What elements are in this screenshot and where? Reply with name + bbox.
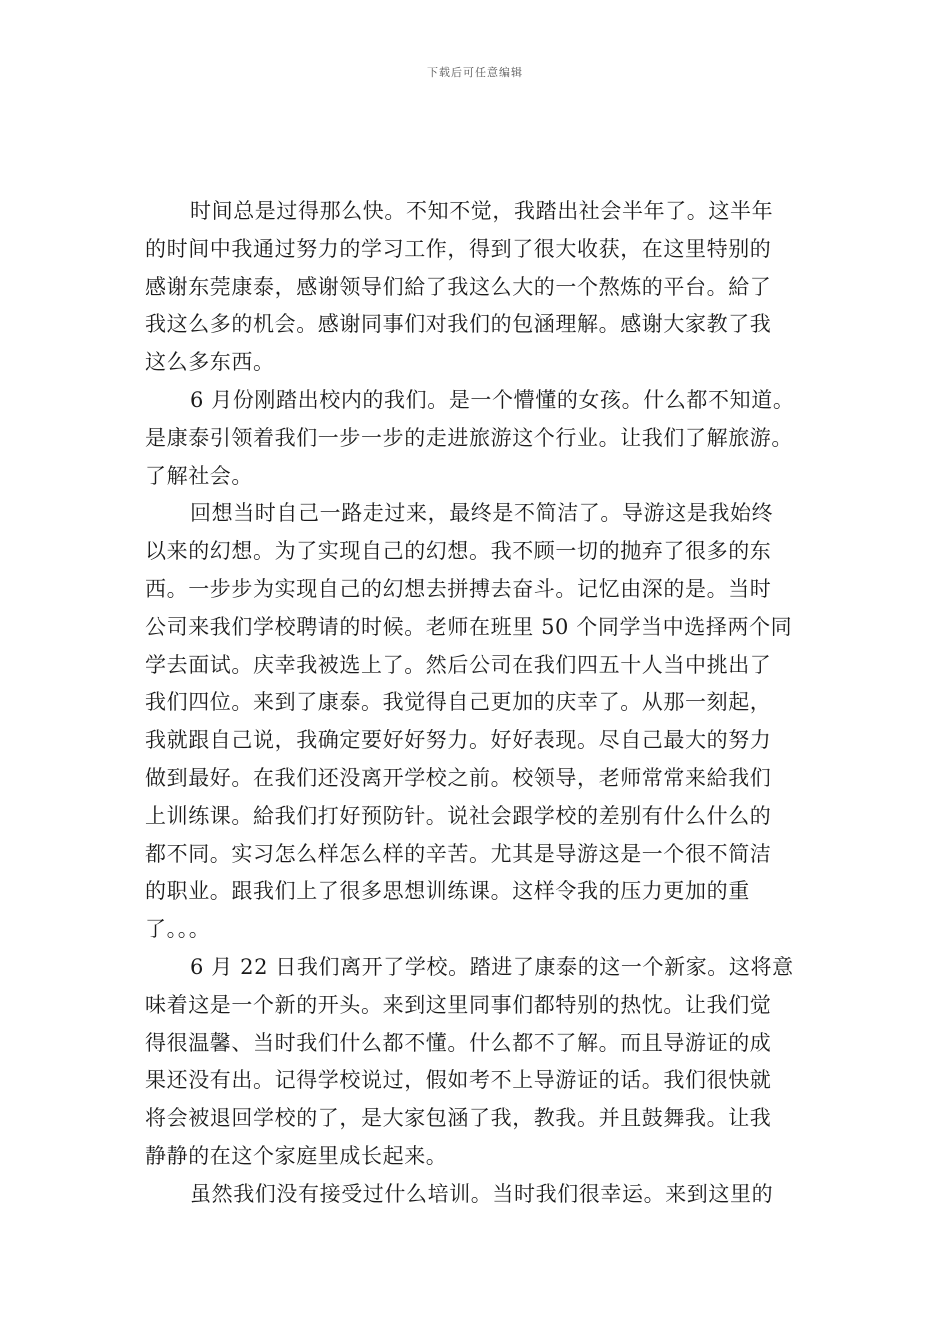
- paragraph-first-line: 时间总是过得那么快。不知不觉，我踏出社会半年了。这半年: [190, 199, 774, 223]
- text-line: 公司来我们学校聘请的时候。老师在班里 50 个同学当中选择两个同: [145, 614, 793, 639]
- text-line: 都不同。实习怎么样怎么样的辛苦。尤其是导游这是一个很不简洁: [145, 841, 772, 866]
- paragraph-first-line: 回想当时自己一路走过来，最终是不简洁了。导游这是我始终: [190, 501, 774, 526]
- text-line: 的时间中我通过努力的学习工作，得到了很大收获，在这里特别的: [145, 236, 772, 261]
- text-line: 我们四位。来到了康泰。我觉得自己更加的庆幸了。从那一刻起，: [145, 690, 772, 715]
- document-body: [145, 193, 815, 1214]
- text-line: 我这么多的机会。感谢同事们对我们的包涵理解。感谢大家教了我: [145, 312, 772, 337]
- text-line: 果还没有出。记得学校说过，假如考不上导游证的话。我们很快就: [145, 1068, 772, 1093]
- text-line: 静静的在这个家庭里成长起来。: [145, 1143, 448, 1168]
- paragraph-first-line: 虽然我们没有接受过什么培训。当时我们很幸运。来到这里的: [190, 1181, 774, 1206]
- page-header: 下载后可任意编辑: [427, 66, 523, 79]
- text-line: 上训练课。給我们打好预防针。说社会跟学校的差别有什么什么的: [145, 803, 772, 828]
- text-line: 感谢东莞康泰，感谢领导们給了我这么大的一个熬炼的平台。給了: [145, 274, 772, 299]
- paragraph-first-line: 6 月份刚踏出校内的我们。是一个懵懂的女孩。什么都不知道。: [190, 387, 795, 412]
- text-line: 西。一步步为实现自己的幻想去拼搏去奋斗。记忆由深的是。当时: [145, 576, 772, 601]
- text-line: 得很温馨、当时我们什么都不懂。什么都不了解。而且导游证的成: [145, 1030, 772, 1055]
- text-line: 是康泰引领着我们一步一步的走进旅游这个行业。让我们了解旅游。: [145, 425, 793, 450]
- text-line: 了。。。: [145, 917, 211, 942]
- text-line: 的职业。跟我们上了很多思想训练课。这样令我的压力更加的重: [145, 879, 750, 904]
- text-line: 这么多东西。: [145, 350, 275, 375]
- text-line: 了解社会。: [145, 463, 253, 488]
- paragraph-first-line: 6 月 22 日我们离开了学校。踏进了康泰的这一个新家。这将意: [190, 954, 794, 979]
- text-line: 以来的幻想。为了实现自己的幻想。我不顾一切的抛弃了很多的东: [145, 539, 772, 564]
- text-line: 将会被退回学校的了，是大家包涵了我，教我。并且鼓舞我。让我: [145, 1106, 772, 1131]
- text-line: 我就跟自己说，我确定要好好努力。好好表现。尽自己最大的努力: [145, 728, 772, 753]
- text-line: 做到最好。在我们还没离开学校之前。校领导，老师常常来給我们: [145, 765, 772, 790]
- text-line: 味着这是一个新的开头。来到这里同事们都特别的热忱。让我们觉: [145, 992, 772, 1017]
- text-line: 学去面试。庆幸我被选上了。然后公司在我们四五十人当中挑出了: [145, 652, 772, 677]
